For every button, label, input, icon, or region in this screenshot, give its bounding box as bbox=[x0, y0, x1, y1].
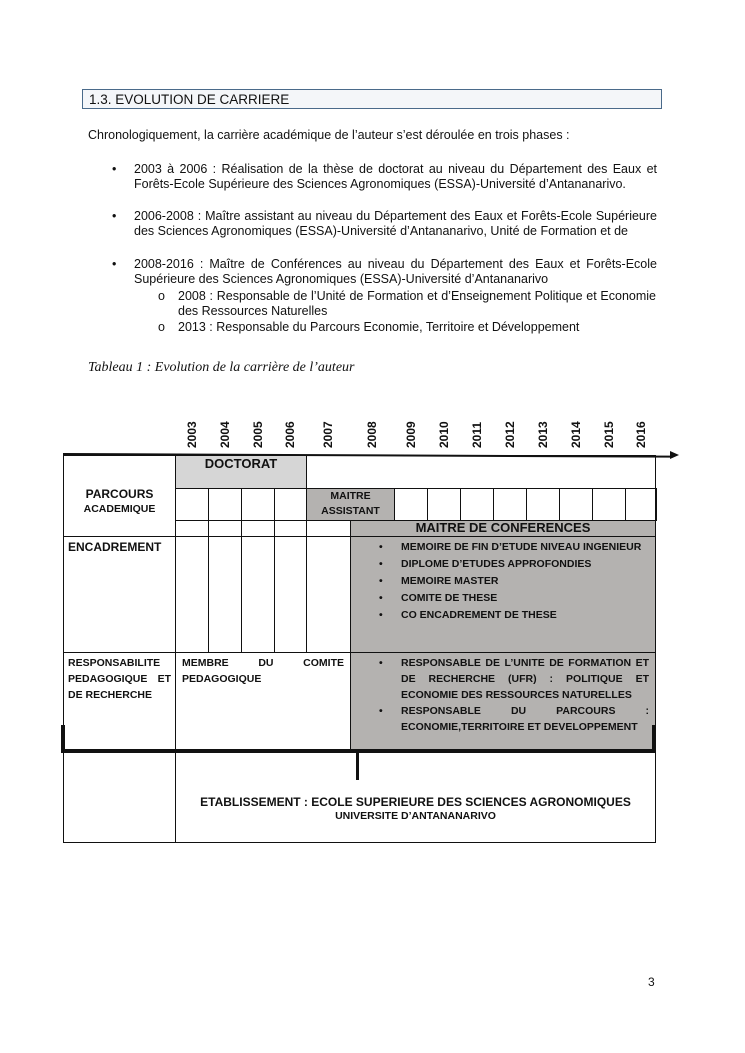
bracket-left bbox=[61, 725, 65, 753]
year-cell bbox=[241, 536, 275, 653]
year-cell bbox=[175, 520, 209, 537]
etablissement-text: ETABLISSEMENT : ECOLE SUPERIEURE DES SCIENCES AGRONOMIQUES UNIVERSITE D’ANTANANARIVO bbox=[200, 795, 631, 822]
sub-bullet-item: o 2008 : Responsable de l’Unité de Formation et d’Enseignement Politique et Economie des Ressources Naturelles bbox=[158, 289, 656, 318]
year-cell bbox=[427, 488, 461, 521]
responsabilite-label: RESPONSABILITE PEDAGOGIQUE ET DE RECHERCHE bbox=[63, 652, 176, 752]
year-label: 2013 bbox=[535, 421, 550, 448]
year-cell bbox=[274, 520, 307, 537]
year-label: 2014 bbox=[568, 421, 583, 448]
table-caption: Tableau 1 : Evolution de la carrière de l’auteur bbox=[88, 360, 355, 375]
doctorat-cell: DOCTORAT bbox=[175, 455, 307, 489]
page-number: 3 bbox=[648, 975, 655, 989]
encadrement-label: ENCADREMENT bbox=[63, 536, 176, 653]
year-cell bbox=[460, 488, 494, 521]
year-cell bbox=[526, 488, 560, 521]
year-cell bbox=[241, 488, 275, 521]
year-label: 2011 bbox=[469, 421, 484, 448]
maitre-conferences-cell: MAITRE DE CONFERENCES bbox=[350, 520, 656, 537]
year-cell bbox=[208, 536, 242, 653]
parcours-label: PARCOURS ACADEMIQUE bbox=[83, 487, 156, 515]
year-label: 2008 bbox=[365, 421, 379, 448]
year-label: 2005 bbox=[250, 421, 265, 448]
year-label: 2010 bbox=[436, 421, 451, 448]
list-item: • COMITE DE THESE bbox=[401, 590, 649, 606]
year-label: 2012 bbox=[502, 421, 517, 448]
year-label: 2016 bbox=[633, 421, 648, 448]
year-cell bbox=[208, 520, 242, 537]
year-label: 2003 bbox=[184, 421, 199, 448]
list-item: • DIPLOME D’ETUDES APPROFONDIES bbox=[401, 556, 649, 572]
year-cell bbox=[274, 536, 307, 653]
bracket-right bbox=[652, 725, 656, 753]
membre-comite-cell: MEMBRE DU COMITE PEDAGOGIQUE bbox=[175, 652, 351, 752]
encadrement-cell bbox=[350, 536, 656, 653]
list-item: • RESPONSABLE DU PARCOURS : ECONOMIE,TERRITOIRE ET DEVELOPPEMENT bbox=[401, 703, 649, 735]
year-cell bbox=[625, 488, 657, 521]
responsabilite-cell bbox=[350, 652, 656, 752]
bullet-item: • 2006-2008 : Maître assistant au niveau du Département des Eaux et Forêts-Ecole Supérieure des Sciences Agronomiques (ESSA)-Université d’Antananarivo, Unité de Formation et de bbox=[112, 209, 657, 238]
year-cell bbox=[241, 520, 275, 537]
bullet-item: • 2003 à 2006 : Réalisation de la thèse de doctorat au niveau du Département des Eaux et Forêts-Ecole Supérieure des Sciences Agronomiques (ESSA)-Université d’Antananarivo. bbox=[112, 162, 657, 191]
year-cell bbox=[175, 536, 209, 653]
list-item: • CO ENCADREMENT DE THESE bbox=[401, 607, 649, 623]
sub-bullet-item: o 2013 : Responsable du Parcours Economie, Territoire et Développement bbox=[158, 320, 580, 334]
year-cell bbox=[394, 488, 428, 521]
list-item: • RESPONSABLE DE L’UNITE DE FORMATION ET DE RECHERCHE (UFR) : POLITIQUE ET ECONOMIE DES RESSOURCES NATURELLES bbox=[401, 655, 649, 703]
year-cell bbox=[493, 488, 527, 521]
year-cell bbox=[175, 488, 209, 521]
year-cell bbox=[559, 488, 593, 521]
intro-text: Chronologiquement, la carrière académique de l’auteur s’est déroulée en trois phases : bbox=[88, 128, 570, 142]
year-label: 2006 bbox=[283, 421, 297, 448]
year-cell bbox=[306, 520, 351, 537]
year-label: 2015 bbox=[601, 421, 616, 448]
year-cell bbox=[208, 488, 242, 521]
year-label: 2007 bbox=[321, 421, 335, 448]
year-cell bbox=[274, 488, 307, 521]
year-label: 2009 bbox=[403, 421, 418, 448]
year-label: 2004 bbox=[217, 421, 232, 448]
list-item: • MEMOIRE MASTER bbox=[401, 573, 649, 589]
arrow-head-icon bbox=[670, 451, 679, 459]
year-cell bbox=[592, 488, 626, 521]
list-item: • MEMOIRE DE FIN D’ETUDE NIVEAU INGENIEUR bbox=[401, 539, 649, 555]
year-cell bbox=[306, 536, 351, 653]
maitre-assistant-cell: MAITRE ASSISTANT bbox=[306, 488, 395, 521]
section-title: 1.3. EVOLUTION DE CARRIERE bbox=[82, 89, 662, 109]
bullet-item: • 2008-2016 : Maître de Conférences au niveau du Département des Eaux et Forêts-Ecole Supérieure des Sciences Agronomiques (ESSA)-Université d’Antananarivo bbox=[112, 257, 657, 286]
